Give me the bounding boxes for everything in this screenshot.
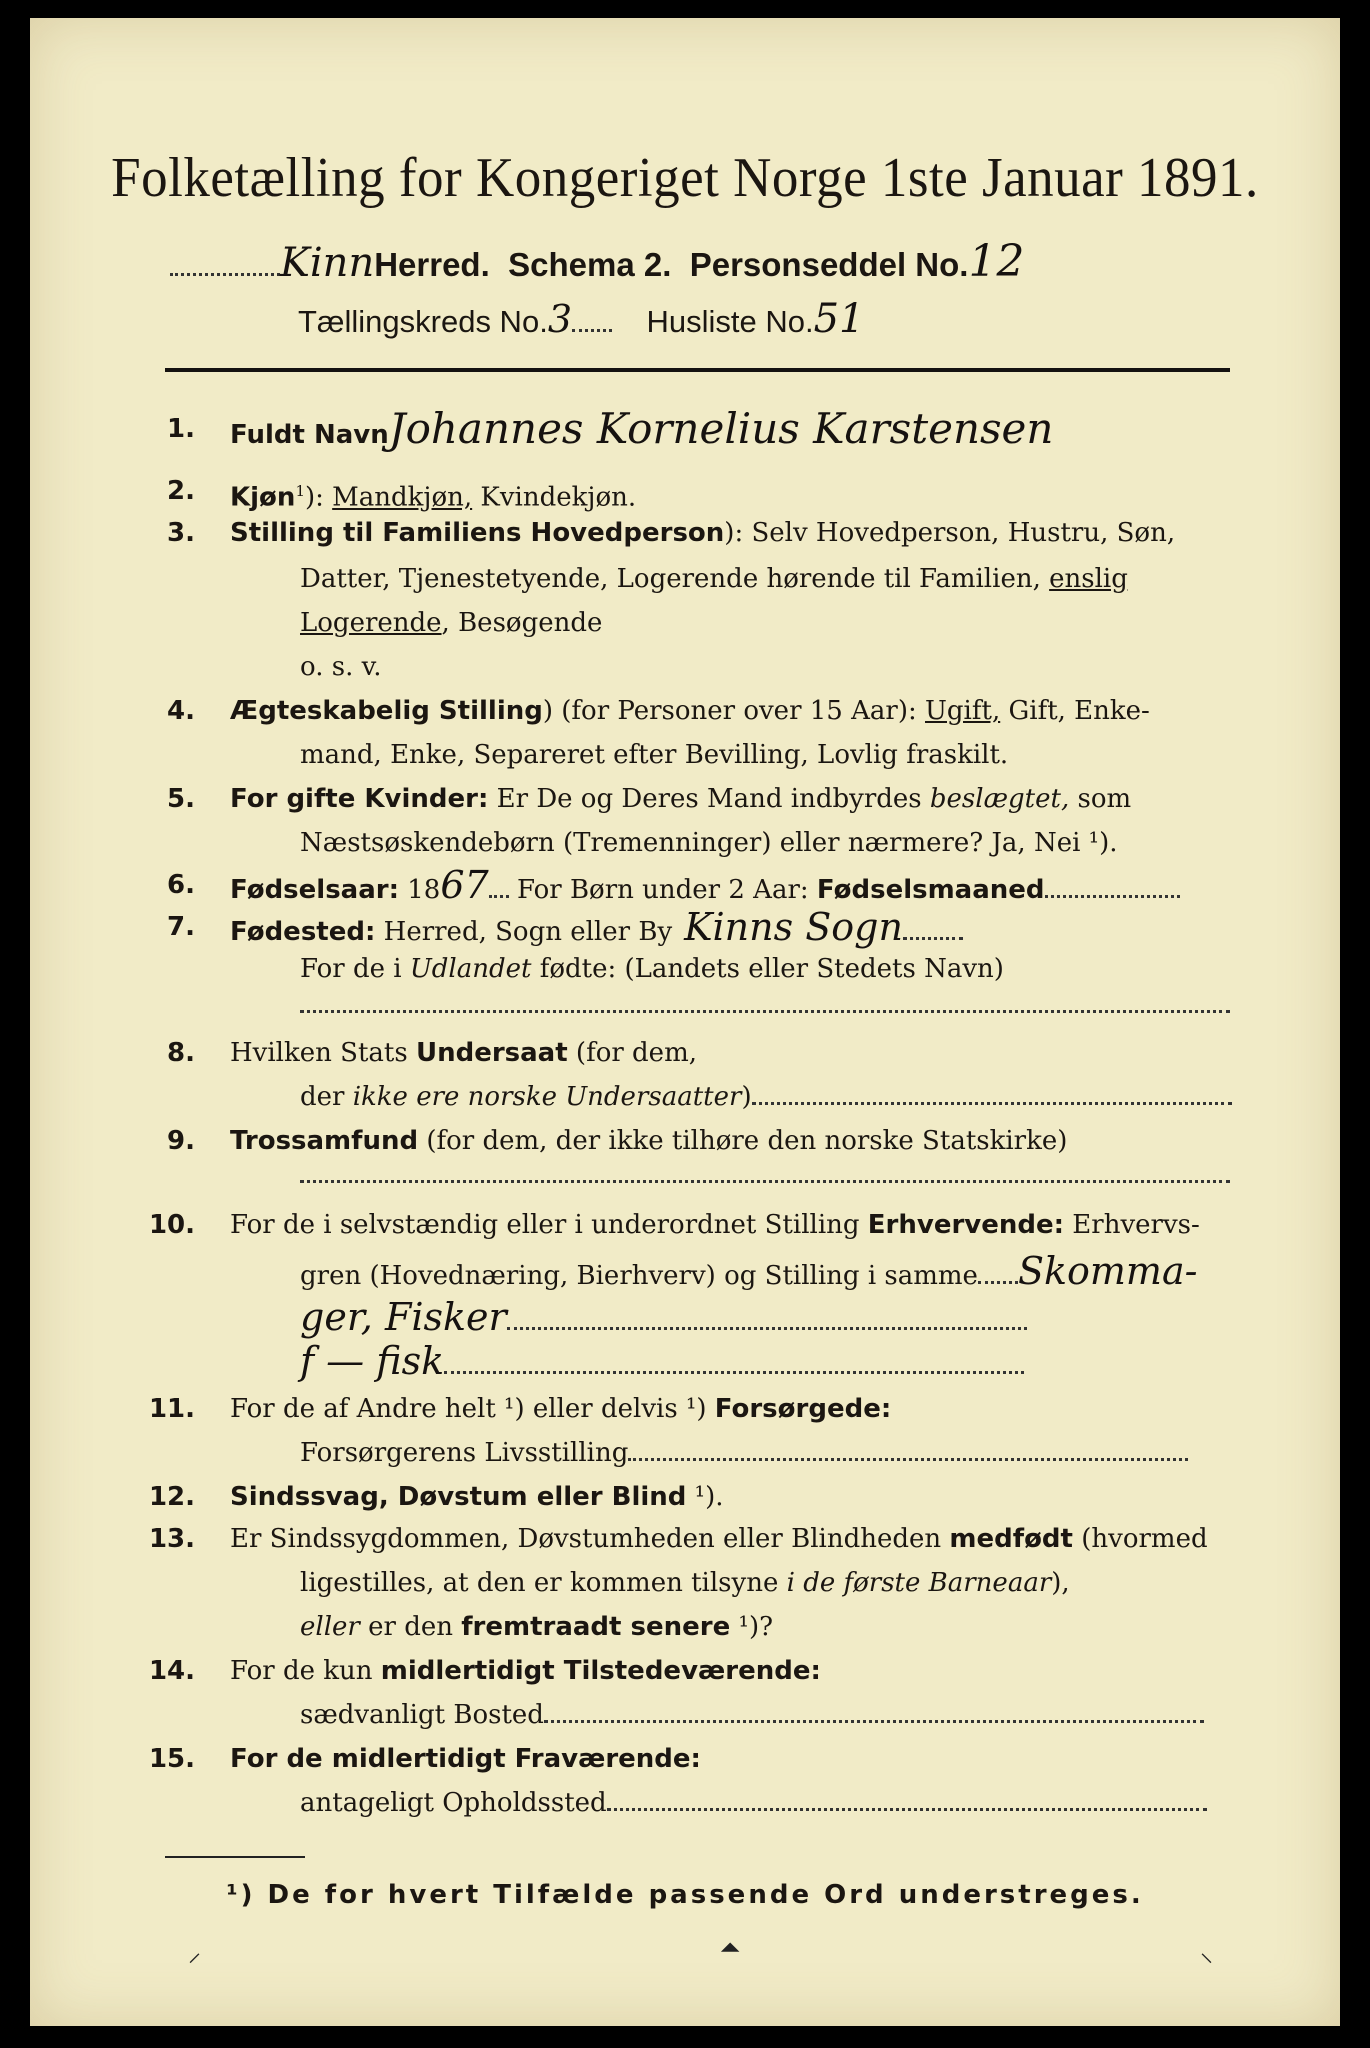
family-position-text: ): Selv Hovedperson, Hustru, Søn, (724, 518, 1176, 548)
occupation-text: Erhvervs- (1064, 1210, 1200, 1240)
gender-option-male: Mandkjøn, (332, 482, 473, 513)
married-women-text: Er De og Deres Mand indbyrdes (488, 784, 930, 814)
supported-text: For de af Andre helt ¹) eller delvis ¹) (230, 1394, 715, 1424)
occupation-value: ger, Fisker (300, 1295, 507, 1339)
citizenship-text: der (300, 1082, 353, 1112)
marital-status-ugift: Ugift, (925, 696, 1001, 726)
disability-text: ¹). (686, 1482, 724, 1512)
header-line-1 (170, 236, 1024, 287)
birthplace-abroad-text: fødte: (Landets eller Stedets Navn) (531, 954, 1004, 984)
schema-label: Schema 2. (508, 246, 672, 283)
congenital-eller: eller (300, 1612, 360, 1642)
congenital-text: er den (359, 1612, 462, 1642)
probable-residence-text: antageligt Opholdssted (300, 1788, 607, 1818)
occupation-label: Erhvervende: (867, 1210, 1065, 1240)
item-number: 8. (167, 1038, 195, 1068)
item-number: 15. (148, 1744, 195, 1774)
item-number: 13. (148, 1524, 195, 1554)
occupation-text: For de i selvstændig eller i underordnet Stilling (230, 1210, 868, 1240)
gender-option-female: Kvindekjøn. (472, 482, 637, 513)
married-women-beslaegtet: beslægtet, (929, 784, 1070, 814)
congenital-text: ), (1051, 1568, 1070, 1598)
family-position-text: Datter, Tjenestetyende, Logerende hørende til Familien, (300, 564, 1050, 594)
full-name-label: Fuldt Navn (230, 420, 389, 450)
full-name-value: Johannes Kornelius Karstensen (388, 404, 1054, 453)
congenital-text: ligestilles, at den er kommen tilsyne (300, 1568, 787, 1598)
footnote: ¹) De for hvert Tilfælde passende Ord understreges. (226, 1880, 1144, 1910)
disability-label: Sindssvag, Døvstum eller Blind (230, 1482, 687, 1512)
congenital-text: (hvormed (1072, 1524, 1208, 1554)
center-mark: ⏶ (720, 1933, 741, 1963)
temporary-absent-label: For de midlertidigt Fraværende: (230, 1744, 701, 1774)
corner-mark-right: ⸜ (1200, 1938, 1214, 1968)
married-women-text: som (1069, 784, 1132, 814)
married-women-label: For gifte Kvinder: (230, 784, 489, 814)
married-women-text: Næstsøskendebørn (Tremenninger) eller nærmere? Ja, Nei ¹). (300, 828, 1118, 858)
congenital-childhood: i de første Barneaar (786, 1568, 1052, 1598)
family-position-etc: o. s. v. (300, 652, 382, 682)
personseddel-value: 12 (968, 236, 1025, 287)
congenital-label: medfødt (949, 1524, 1073, 1554)
item-number: 2. (167, 476, 195, 506)
birth-year-value: 67 (440, 863, 489, 907)
item-number: 11. (148, 1394, 195, 1424)
husliste-value: 51 (813, 296, 865, 342)
husliste-label: Husliste No. (646, 304, 814, 339)
citizenship-text: ) (741, 1082, 752, 1112)
religion-blank (300, 1156, 1230, 1183)
header-rule (165, 368, 1230, 372)
birth-year-label: Fødselsaar: (230, 875, 399, 905)
occupation-value: Skomma- (1017, 1249, 1198, 1293)
congenital-later: fremtraadt senere (461, 1612, 731, 1642)
item-number: 5. (167, 784, 195, 814)
birthplace-abroad-udlandet: Udlandet (409, 954, 532, 984)
kreds-value: 3 (547, 297, 572, 341)
marital-status-text: Gift, Enke- (1000, 696, 1150, 726)
citizenship-text: Hvilken Stats (230, 1038, 416, 1068)
footnote-rule (165, 1856, 305, 1858)
supporter-occupation-text: Forsørgerens Livsstilling (300, 1438, 629, 1468)
citizenship-non-norwegian: ikke ere norske Undersaatter (352, 1082, 742, 1112)
item-number: 9. (167, 1126, 195, 1156)
herred-value: Kinn (280, 240, 375, 286)
temporary-present-text: For de kun (230, 1656, 381, 1686)
usual-residence-text: sædvanligt Bosted (300, 1700, 544, 1730)
birthplace-label: Fødested: (230, 917, 376, 947)
item-number: 14. (148, 1656, 195, 1686)
supported-label: Forsørgede: (714, 1394, 892, 1424)
family-position-label: Stilling til Familiens Hovedperson (230, 518, 725, 548)
gender-label: Kjøn (230, 482, 296, 513)
religion-label: Trossamfund (230, 1126, 419, 1156)
personseddel-label: Personseddel No. (689, 246, 969, 283)
citizenship-label: Undersaat (415, 1038, 568, 1068)
item-number: 7. (167, 912, 195, 942)
kreds-label: Tællingskreds No. (298, 304, 548, 339)
corner-mark-left: ⸝ (188, 1938, 202, 1968)
congenital-text: ¹)? (730, 1612, 774, 1642)
family-position-logerende: Logerende (300, 608, 442, 638)
citizenship-text: (for dem, (567, 1038, 697, 1068)
item-number: 10. (148, 1210, 195, 1240)
birth-year-prefix: 18 (399, 875, 441, 905)
item-number: 4. (167, 696, 195, 726)
family-position-text: , Besøgende (441, 608, 603, 638)
herred-label: Herred. (374, 246, 490, 283)
family-position-enslig: enslig (1049, 564, 1128, 594)
birth-month-text: For Børn under 2 Aar: (508, 875, 817, 905)
form-title: Folketælling for Kongeriget Norge 1ste Januar 1891. (111, 147, 1259, 209)
footnote-ref: 1 (295, 482, 305, 500)
marital-status-text: mand, Enke, Separeret efter Bevilling, Lovlig fraskilt. (300, 740, 1009, 770)
census-form (30, 18, 1340, 2026)
occupation-text: gren (Hovednæring, Bierhverv) og Stilling i samme (300, 1261, 978, 1291)
congenital-text: Er Sindssygdommen, Døvstumheden eller Blindheden (230, 1524, 950, 1554)
birthplace-value: Kinns Sogn (684, 905, 903, 949)
birthplace-text: Herred, Sogn eller By (375, 917, 673, 947)
birth-month-label: Fødselsmaaned (816, 875, 1045, 905)
religion-text: (for dem, der ikke tilhøre den norske Statskirke) (418, 1126, 1068, 1156)
temporary-present-label: midlertidigt Tilstedeværende: (380, 1656, 821, 1686)
item-number: 1. (167, 414, 195, 444)
marital-status-text: ) (for Personer over 15 Aar): (542, 696, 925, 726)
marital-status-label: Ægteskabelig Stilling (230, 696, 543, 726)
gender-text: ): (304, 482, 333, 513)
birthplace-abroad-text: For de i (300, 954, 410, 984)
occupation-value: f — fisk (300, 1339, 445, 1383)
birthplace-abroad-blank (300, 986, 1230, 1013)
item-number: 6. (167, 870, 195, 900)
item-number: 3. (167, 518, 195, 548)
header-line-2 (298, 296, 864, 342)
item-number: 12. (148, 1482, 195, 1512)
